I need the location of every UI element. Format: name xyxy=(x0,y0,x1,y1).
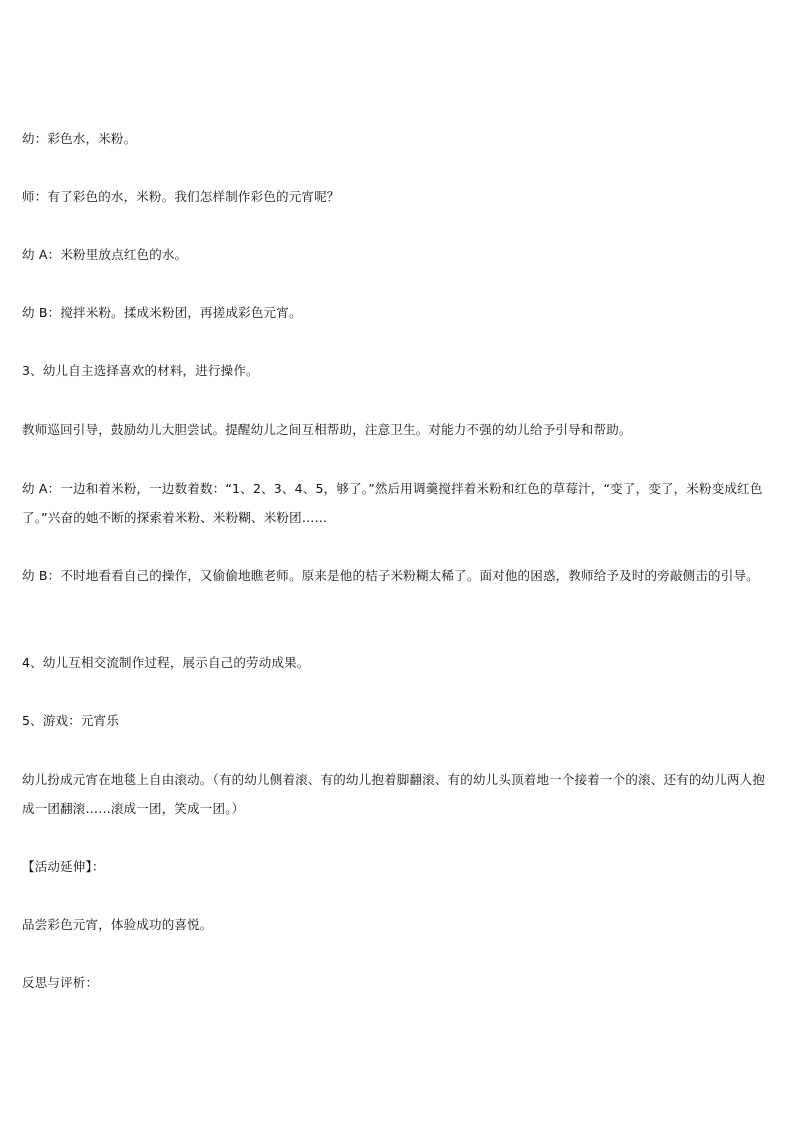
step-3-heading: 3、幼儿自主选择喜欢的材料，进行操作。 xyxy=(22,363,259,378)
step-5-heading: 5、游戏：元宵乐 xyxy=(22,713,120,728)
child-b-observation: 幼 B：不时地看看自己的操作，又偷偷地瞧老师。原来是他的桔子米粉糊太稀了。面对他的困惑，教师给予及时的旁敲侧击的引导。 xyxy=(22,568,759,583)
reflection-heading: 反思与评析： xyxy=(22,975,99,990)
teacher-guidance-paragraph: 教师巡回引导，鼓励幼儿大胆尝试。提醒幼儿之间互相帮助，注意卫生。对能力不强的幼儿给予引导和帮助。 xyxy=(22,422,632,437)
dialogue-child-answer: 幼：彩色水，米粉。 xyxy=(22,131,137,146)
activity-extension-heading: 【活动延伸】： xyxy=(22,859,105,874)
dialogue-child-b: 幼 B：搅拌米粉。揉成米粉团，再搓成彩色元宵。 xyxy=(22,305,302,320)
activity-extension-text: 品尝彩色元宵，体验成功的喜悦。 xyxy=(22,917,213,932)
dialogue-child-a: 幼 A：米粉里放点红色的水。 xyxy=(22,247,188,262)
step-4-heading: 4、幼儿互相交流制作过程，展示自己的劳动成果。 xyxy=(22,655,310,670)
child-a-observation: 幼 A：一边和着米粉，一边数着数：“1、2、3、4、5，够了。”然后用调羹搅拌着米粉和红色的草莓汁，“变了，变了，米粉变成红色了。”兴奋的她不断的探索着米粉、米粉糊、米粉团…… xyxy=(22,481,763,525)
dialogue-teacher-question: 师：有了彩色的水，米粉。我们怎样制作彩色的元宵呢？ xyxy=(22,189,340,204)
game-description-paragraph: 幼儿扮成元宵在地毯上自由滚动。（有的幼儿侧着滚、有的幼儿抱着脚翻滚、有的幼儿头顶着地一个接着一个的滚、还有的幼儿两人抱成一团翻滚……滚成一团，笑成一团。） xyxy=(22,772,766,816)
